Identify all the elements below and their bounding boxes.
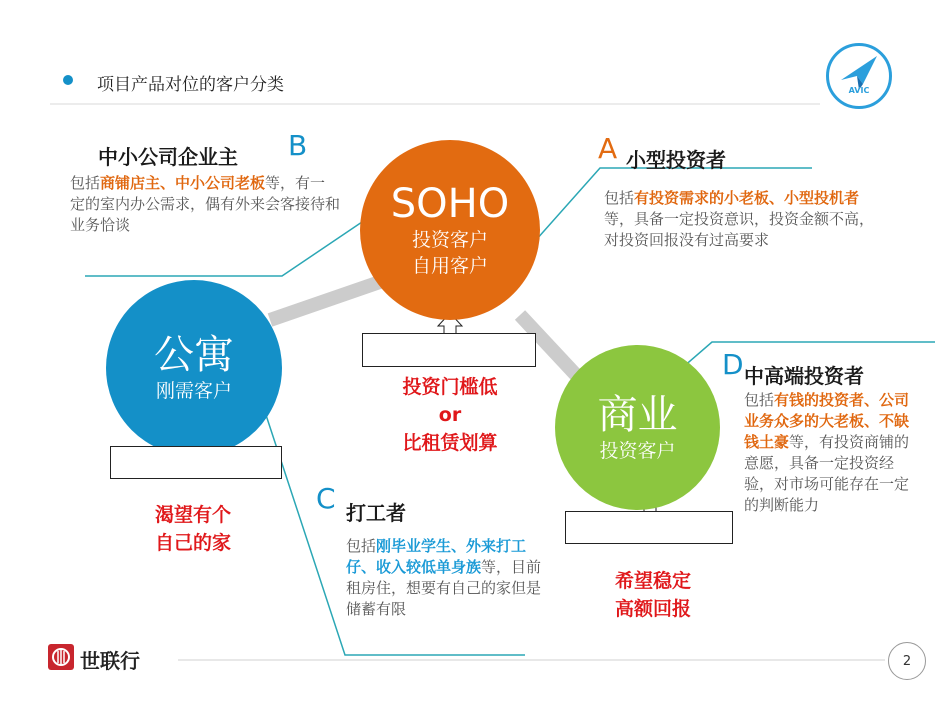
group-b-letter: B [288,129,308,162]
commercial-circle [555,345,720,510]
commercial-note: 希望稳定 高额回报 [614,570,691,620]
group-d-desc: 包括有钱的投资者、公司业务众多的大老板、不缺钱土豪等，有投资商铺的意愿，具备一定投资经验，对市场可能存在一定的判断能力 [744,391,910,514]
avic-logo [826,43,892,109]
brand-name: 世联行 [80,649,140,673]
page-title: 项目产品对位的客户分类 [97,75,284,95]
brand-logo-icon [48,644,74,670]
group-a-title: 小型投资者 [626,148,726,172]
page-number: 2 [888,642,926,680]
logo-text: AVIC [848,86,870,95]
apartment-title: 公寓 [154,332,234,378]
commercial-label: 投资客户 [599,439,676,462]
soho-title: SOHO [390,181,510,227]
apartment-label: 刚需客户 [155,380,232,402]
group-d-letter: D [722,348,744,381]
group-b-title: 中小公司企业主 [98,145,238,169]
commercial-note-box [565,511,733,544]
soho-note-box [362,333,536,367]
soho-note: 投资门槛低 or 比租赁划算 [402,376,498,454]
apartment-note: 渴望有个 自己的家 [154,504,231,554]
apartment-note-box [110,446,282,479]
group-d-title: 中高端投资者 [744,364,864,388]
group-c-title: 打工者 [346,501,406,525]
group-a-letter: A [598,132,618,165]
bullet-dot [63,75,73,85]
soho-label-1: 投资客户 [411,229,488,251]
group-b-desc: 包括商铺店主、中小公司老板等，有一定的室内办公需求，偶有外来会客接待和业务恰谈 [70,174,341,234]
soho-circle [360,140,540,320]
soho-label-2: 自用客户 [411,255,488,277]
commercial-title: 商业 [597,391,678,438]
group-c-letter: C [316,482,336,515]
group-c-desc: 包括刚毕业学生、外来打工仔、收入较低单身族等，目前租房住，想要有自己的家但是储蓄有限 [346,537,542,618]
apartment-circle [106,280,282,456]
group-a-desc: 包括有投资需求的小老板、小型投机者等，具备一定投资意识，投资金额不高，对投资回报没有过高要求 [604,189,875,249]
